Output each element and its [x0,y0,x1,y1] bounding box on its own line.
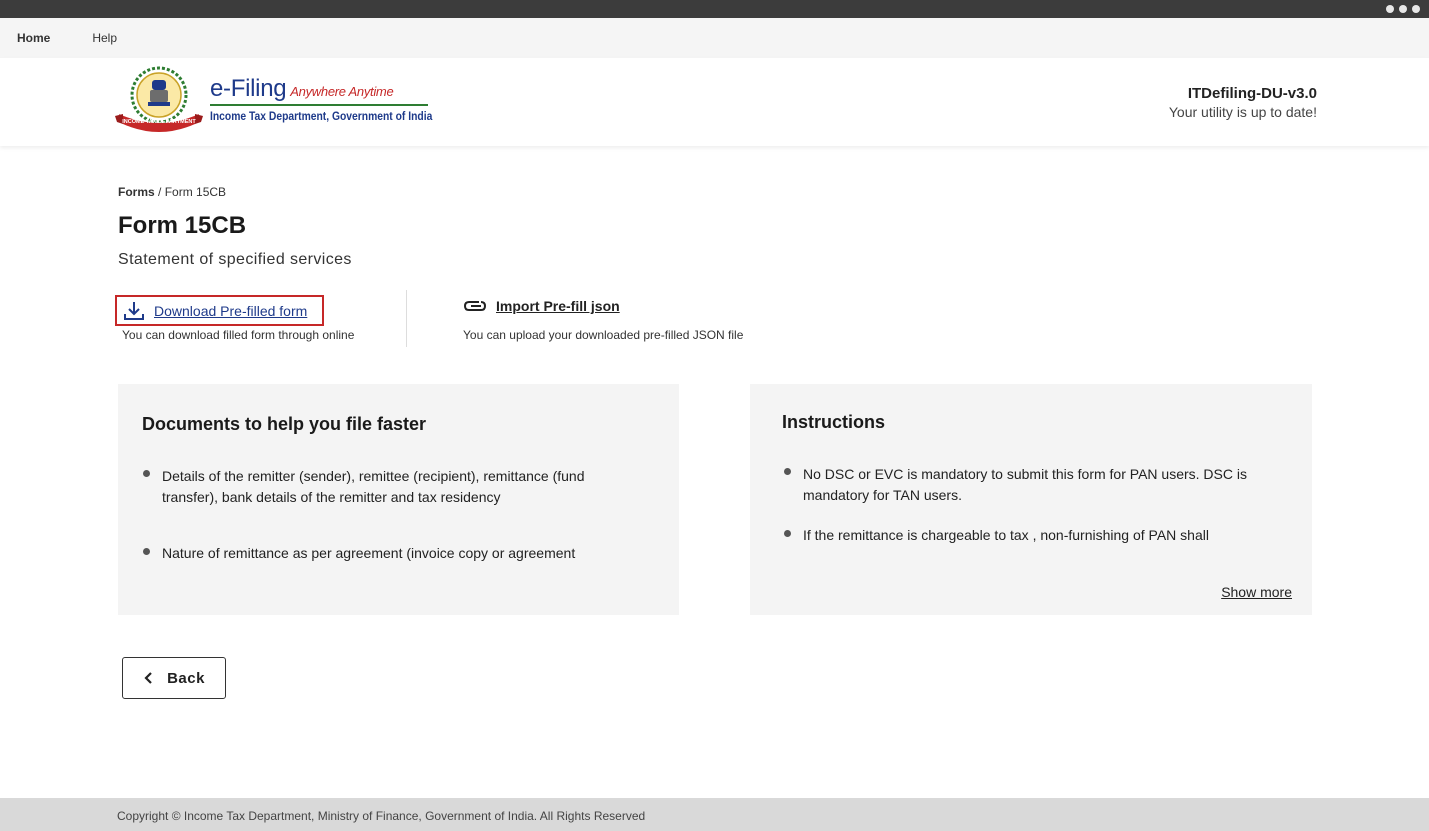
paperclip-icon [463,299,487,313]
breadcrumb-separator: / [154,185,165,199]
app-header [0,58,1429,146]
income-tax-emblem-logo [115,66,203,132]
bullet-dot [143,470,150,477]
utility-version-name: ITDefiling-DU-v3.0 [1187,85,1317,102]
page-title: Form 15CB [118,212,247,239]
footer [0,798,1429,831]
import-hint: You can upload your downloaded pre-filled JSON file [463,328,744,342]
back-button-label: Back [167,669,205,687]
instructions-card-title: Instructions [782,412,886,432]
svg-text:INCOME TAX DEPARTMENT: INCOME TAX DEPARTMENT [122,119,196,125]
brand-block [210,75,469,123]
bullet-dot [784,530,791,537]
back-button[interactable] [122,657,226,699]
page-subtitle: Statement of specified services [118,251,352,268]
brand-underline [210,104,428,106]
instructions-item: If the remittance is chargeable to tax , non-furnishing of PAN shall [803,527,1209,543]
instructions-item: No DSC or EVC is mandatory to submit this form for PAN users. DSC is mandatory for TAN users. [803,466,1247,503]
breadcrumb-current: Form 15CB [164,185,227,199]
brand-tagline: Anywhere Anytime [290,84,394,99]
documents-card [118,384,679,615]
brand-name [210,75,469,103]
bullet-dot [784,468,791,475]
dot [1412,5,1420,13]
window-titlebar [0,0,1429,18]
download-prefilled-form-link[interactable] [115,295,324,326]
show-more-link[interactable]: Show more [1221,584,1292,600]
bullet-dot [143,548,150,555]
instructions-card [750,384,1312,615]
documents-item: Nature of remittance as per agreement (invoice copy or agreement [162,545,576,561]
menu-bar [0,18,1429,58]
import-prefill-json-link[interactable] [463,298,620,314]
menu-item-help[interactable]: Help [92,31,118,45]
download-prefilled-form-label[interactable]: Download Pre-filled form [154,302,308,319]
footer-copyright: Copyright © Income Tax Department, Ministry of Finance, Government of India. All Rights Reserved [117,809,646,823]
utility-version-status: Your utility is up to date! [1168,104,1317,120]
download-hint: You can download filled form through online [122,328,355,342]
menu-item-home[interactable]: Home [17,31,51,45]
dot [1399,5,1407,13]
brand-main-text: e-Filing [210,75,287,102]
dot [1386,5,1394,13]
breadcrumb [118,185,226,199]
download-icon [123,301,145,321]
import-prefill-json-label[interactable]: Import Pre-fill json [496,298,620,314]
chevron-left-icon [143,671,153,685]
utility-version-block [1169,85,1317,120]
documents-card-title: Documents to help you file faster [142,414,427,434]
window-menu-dots-icon[interactable] [1386,5,1420,13]
breadcrumb-forms-link[interactable]: Forms [118,185,155,199]
documents-item: Details of the remitter (sender), remittee (recipient), remittance (fund transfer), bank details of the remitter and tax residency [162,468,585,505]
brand-subtitle: Income Tax Department, Government of India [210,109,433,123]
actions-divider [406,290,407,347]
